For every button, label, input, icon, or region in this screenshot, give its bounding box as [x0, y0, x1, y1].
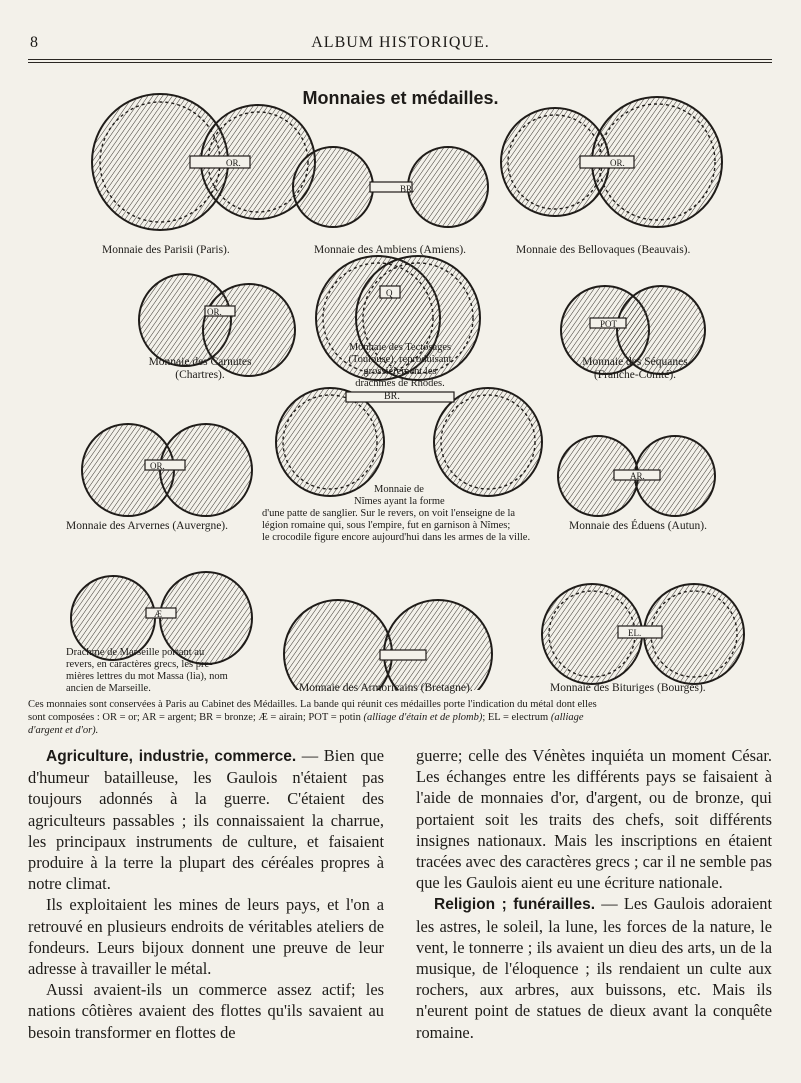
- mark-ar-eduens: AR.: [630, 471, 645, 481]
- caption-nimes-line-4: légion romaine qui, sous l'empire, fut en garnison à Nîmes;: [262, 520, 511, 531]
- metal-note: [28, 698, 772, 737]
- paragraph-agriculture: [28, 745, 384, 894]
- mark-q-tectosages: Q: [386, 288, 393, 298]
- running-title: ALBUM HISTORIQUE.: [311, 34, 490, 51]
- caption-marseille-line-1: Drachme de Marseille portant au: [66, 647, 205, 658]
- caption-arvernes: Monnaie des Arvernes (Auvergne).: [66, 520, 229, 532]
- heading-agriculture: Agriculture, industrie, commerce.: [46, 748, 297, 765]
- mark-pot-sequanes: POT: [600, 319, 618, 329]
- mark-or-carnutes: OR.: [207, 307, 222, 317]
- page-number: 8: [30, 34, 39, 51]
- caption-ambiens: Monnaie des Ambiens (Amiens).: [314, 244, 467, 256]
- caption-nimes-line-1: Monnaie de: [374, 484, 424, 495]
- paragraph-religion: [416, 893, 772, 1042]
- paragraph-agriculture-body: — Bien que d'humeur batailleuse, les Gaulois n'étaient pas toujours adonnés à la guerre. C'étaient des agriculteurs passables ; ils connaissaient la charrue, les principaux instruments de culture, et faisaient produire à la terre la plupart des céréales propres à notre climat.: [28, 746, 384, 894]
- metal-note-line-3: d'argent et d'or).: [28, 725, 99, 736]
- caption-marseille-line-3: mières lettres du mot Massa (lia), nom: [66, 671, 228, 682]
- caption-tectosages: [320, 342, 480, 390]
- caption-armoricains: Monnaie des Armoricains (Bretagne).: [299, 682, 473, 694]
- caption-sequanes: [530, 356, 740, 382]
- metal-note-line-2b: (alliage d'étain et de plomb): [363, 712, 483, 723]
- metal-note-line-2a: sont composées : OR = or; AR = argent; BR = bronze; Æ = airain; POT = potin: [28, 712, 364, 723]
- caption-marseille-line-2: revers, en caractères grecs, les pre-: [66, 659, 213, 670]
- caption-nimes-line-3: d'une patte de sanglier. Sur le revers, on voit l'enseigne de la: [262, 508, 516, 519]
- mark-ae-marseille: Æ: [154, 609, 163, 619]
- paragraph-echanges: guerre; celle des Vénètes inquiéta un moment César. Les échanges entre les différents pays se faisaient à l'aide de monnaies d'or, d'argent, ou de bronze, qui portaient soit les traits des chefs, soit différents insignes nationaux. Mais les inscriptions en étaient tracées avec des caractères grecs ; car il ne semble pas que les Gaulois aient eu une écriture nationale.: [416, 746, 772, 893]
- section-title: Monnaies et médailles.: [302, 88, 499, 108]
- metal-note-line-1: Ces monnaies sont conservées à Paris au Cabinet des Médailles. La bande qui réunit ces médailles porte l'indication du métal dont elles: [28, 699, 597, 710]
- mark-or-bellovaques: OR.: [610, 158, 625, 168]
- mark-or-parisii: OR.: [226, 158, 241, 168]
- heading-religion: Religion ; funérailles.: [434, 896, 596, 914]
- caption-sequanes-line-1: Monnaie des Séquanes: [582, 356, 688, 368]
- caption-carnutes-line-2: (Chartres).: [175, 369, 225, 381]
- caption-eduens: Monnaie des Éduens (Autun).: [569, 520, 707, 532]
- mark-br-ambiens: BR.: [400, 184, 415, 194]
- metal-note-line-2: [28, 711, 772, 724]
- mark-or-arvernes: OR.: [150, 461, 165, 471]
- caption-tectosages-line-4: drachmes de Rhodes.: [355, 378, 445, 389]
- caption-tectosages-line-3: grossièrement les: [363, 366, 437, 377]
- paragraph-religion-body: — Les Gaulois adoraient les astres, le soleil, la lune, les forces de la nature, le vent, le tonnerre ; ils avaient un dieu des arts, un de la musique, de l'éloquence ; ils rendaient un culte aux rochers, aux arbres, aux buissons, etc. Mais ils n'eurent point de statues de dieux avant la conquête romaine.: [416, 894, 772, 1042]
- caption-tectosages-line-2: (Toulouse), reproduisant: [348, 354, 452, 365]
- metal-note-line-2d: (alliage: [550, 712, 584, 723]
- caption-parisii: Monnaie des Parisii (Paris).: [102, 244, 230, 256]
- caption-bituriges: Monnaie des Bituriges (Bourges).: [550, 682, 706, 694]
- text-column-left: [28, 745, 384, 1043]
- mark-br-nimes: BR.: [384, 391, 400, 402]
- caption-tectosages-line-1: Monnaie des Tectosages: [348, 342, 452, 353]
- paragraph-commerce: Aussi avaient-ils un commerce assez actif; les nations côtières avaient des flottes qu'ils savaient au besoin transformer en flottes de: [28, 980, 384, 1042]
- mark-el-bituriges: EL.: [628, 628, 642, 638]
- text-column-right: [416, 745, 772, 1043]
- metal-note-line-2c: ; EL = electrum: [482, 712, 551, 723]
- caption-marseille: [66, 647, 228, 695]
- paragraph-mines: Ils exploitaient les mines de leurs pays, et l'on a retrouvé en plusieurs endroits de véritables ateliers de fondeurs. Leurs bijoux donnent une preuve de leur adresse à travailler le métal.: [28, 895, 384, 979]
- caption-carnutes: [100, 356, 300, 382]
- caption-carnutes-line-1: Monnaie des Carnutes: [148, 356, 252, 368]
- caption-sequanes-line-2: (Franche-Comté).: [593, 369, 677, 381]
- caption-nimes-line-2: Nîmes ayant la forme: [354, 496, 445, 507]
- caption-marseille-line-4: ancien de Marseille.: [66, 683, 151, 694]
- caption-bellovaques: Monnaie des Bellovaques (Beauvais).: [516, 244, 691, 256]
- caption-nimes-line-5: le crocodile figure encore aujourd'hui dans les armes de la ville.: [262, 532, 531, 543]
